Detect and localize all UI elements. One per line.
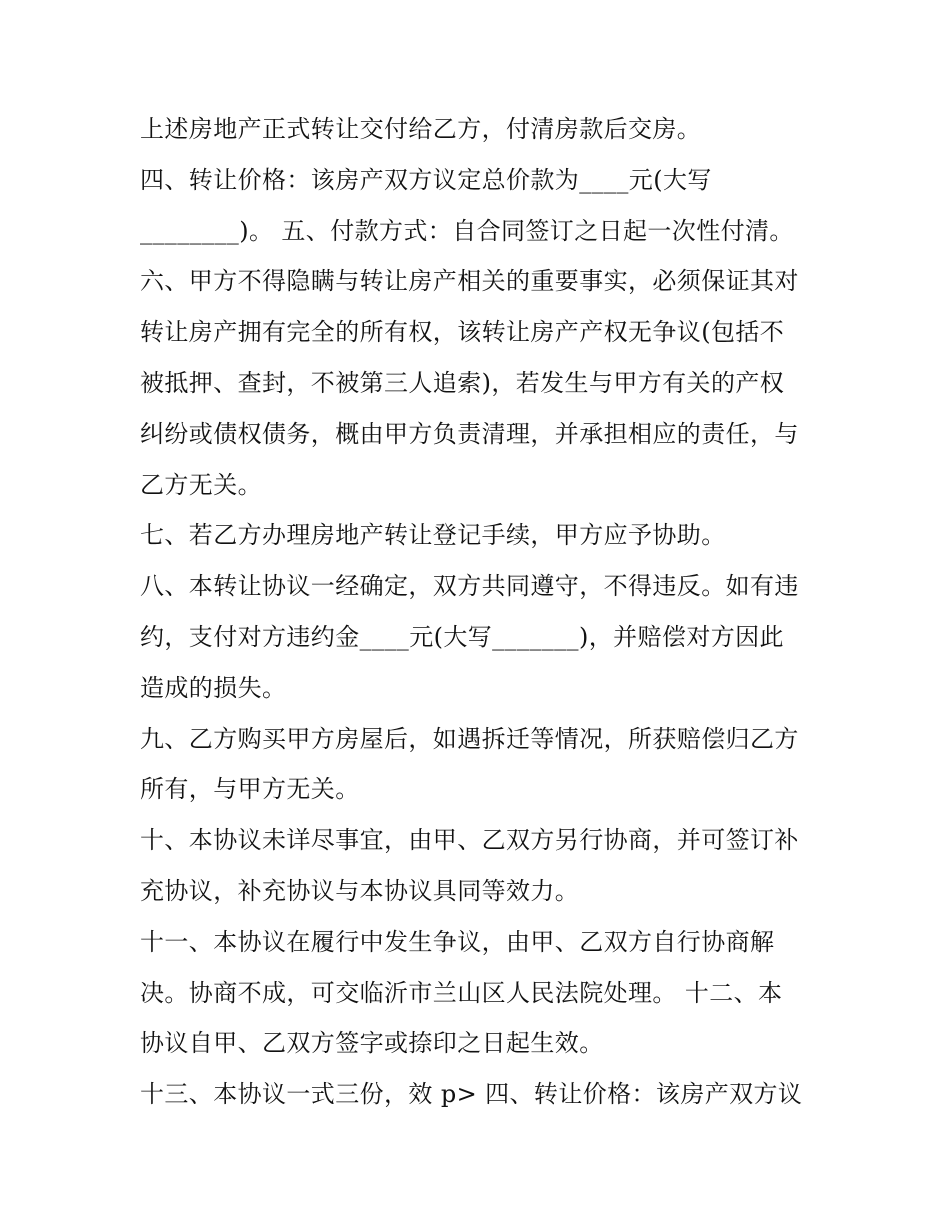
text-line: 七、若乙方办理房地产转让登记手续，甲方应予协助。: [140, 521, 726, 550]
text-line: 上述房地产正式转让交付给乙方，付清房款后交房。: [140, 115, 702, 143]
text-line: 所有，与甲方无关。: [140, 775, 360, 804]
text-line: 造成的损失。: [140, 673, 287, 702]
text-line: 转让房产拥有完全的所有权，该转让房产产权无争议(包括不: [140, 318, 785, 347]
text-line: 约，支付对方违约金____元(大写_______)，并赔偿对方因此: [140, 622, 784, 651]
text-line: 被抵押、查封，不被第三人追索)，若发生与甲方有关的产权: [140, 368, 785, 397]
document-body: [140, 104, 840, 1120]
text-line: 决。协商不成，可交临沂市兰山区人民法院处理。 十二、本: [140, 978, 783, 1007]
text-line: 八、本转让协议一经确定，双方共同遵守，不得违反。如有违: [140, 572, 799, 601]
text-line: 协议自甲、乙双方签字或捺印之日起生效。: [140, 1029, 604, 1058]
text-line: ________)。 五、付款方式：自合同签订之日起一次性付清。: [140, 216, 794, 245]
text-line: 乙方无关。: [140, 470, 262, 499]
text-line: 十一、本协议在履行中发生争议，由甲、乙双方自行协商解: [140, 927, 775, 956]
text-line: 充协议，补充协议与本协议具同等效力。: [140, 876, 580, 905]
text-line: 六、甲方不得隐瞒与转让房产相关的重要事实，必须保证其对: [140, 267, 799, 296]
text-line: 四、转让价格：该房产双方议定总价款为____元(大写: [140, 165, 712, 194]
text-line: 十三、本协议一式三份，效 p> 四、转让价格：该房产双方议: [140, 1080, 803, 1109]
text-line: 九、乙方购买甲方房屋后，如遇拆迁等情况，所获赔偿归乙方: [140, 724, 799, 753]
text-line: 十、本协议未详尽事宜，由甲、乙双方另行协商，并可签订补: [140, 826, 799, 855]
text-line: 纠纷或债权债务，概由甲方负责清理，并承担相应的责任，与: [140, 419, 799, 448]
